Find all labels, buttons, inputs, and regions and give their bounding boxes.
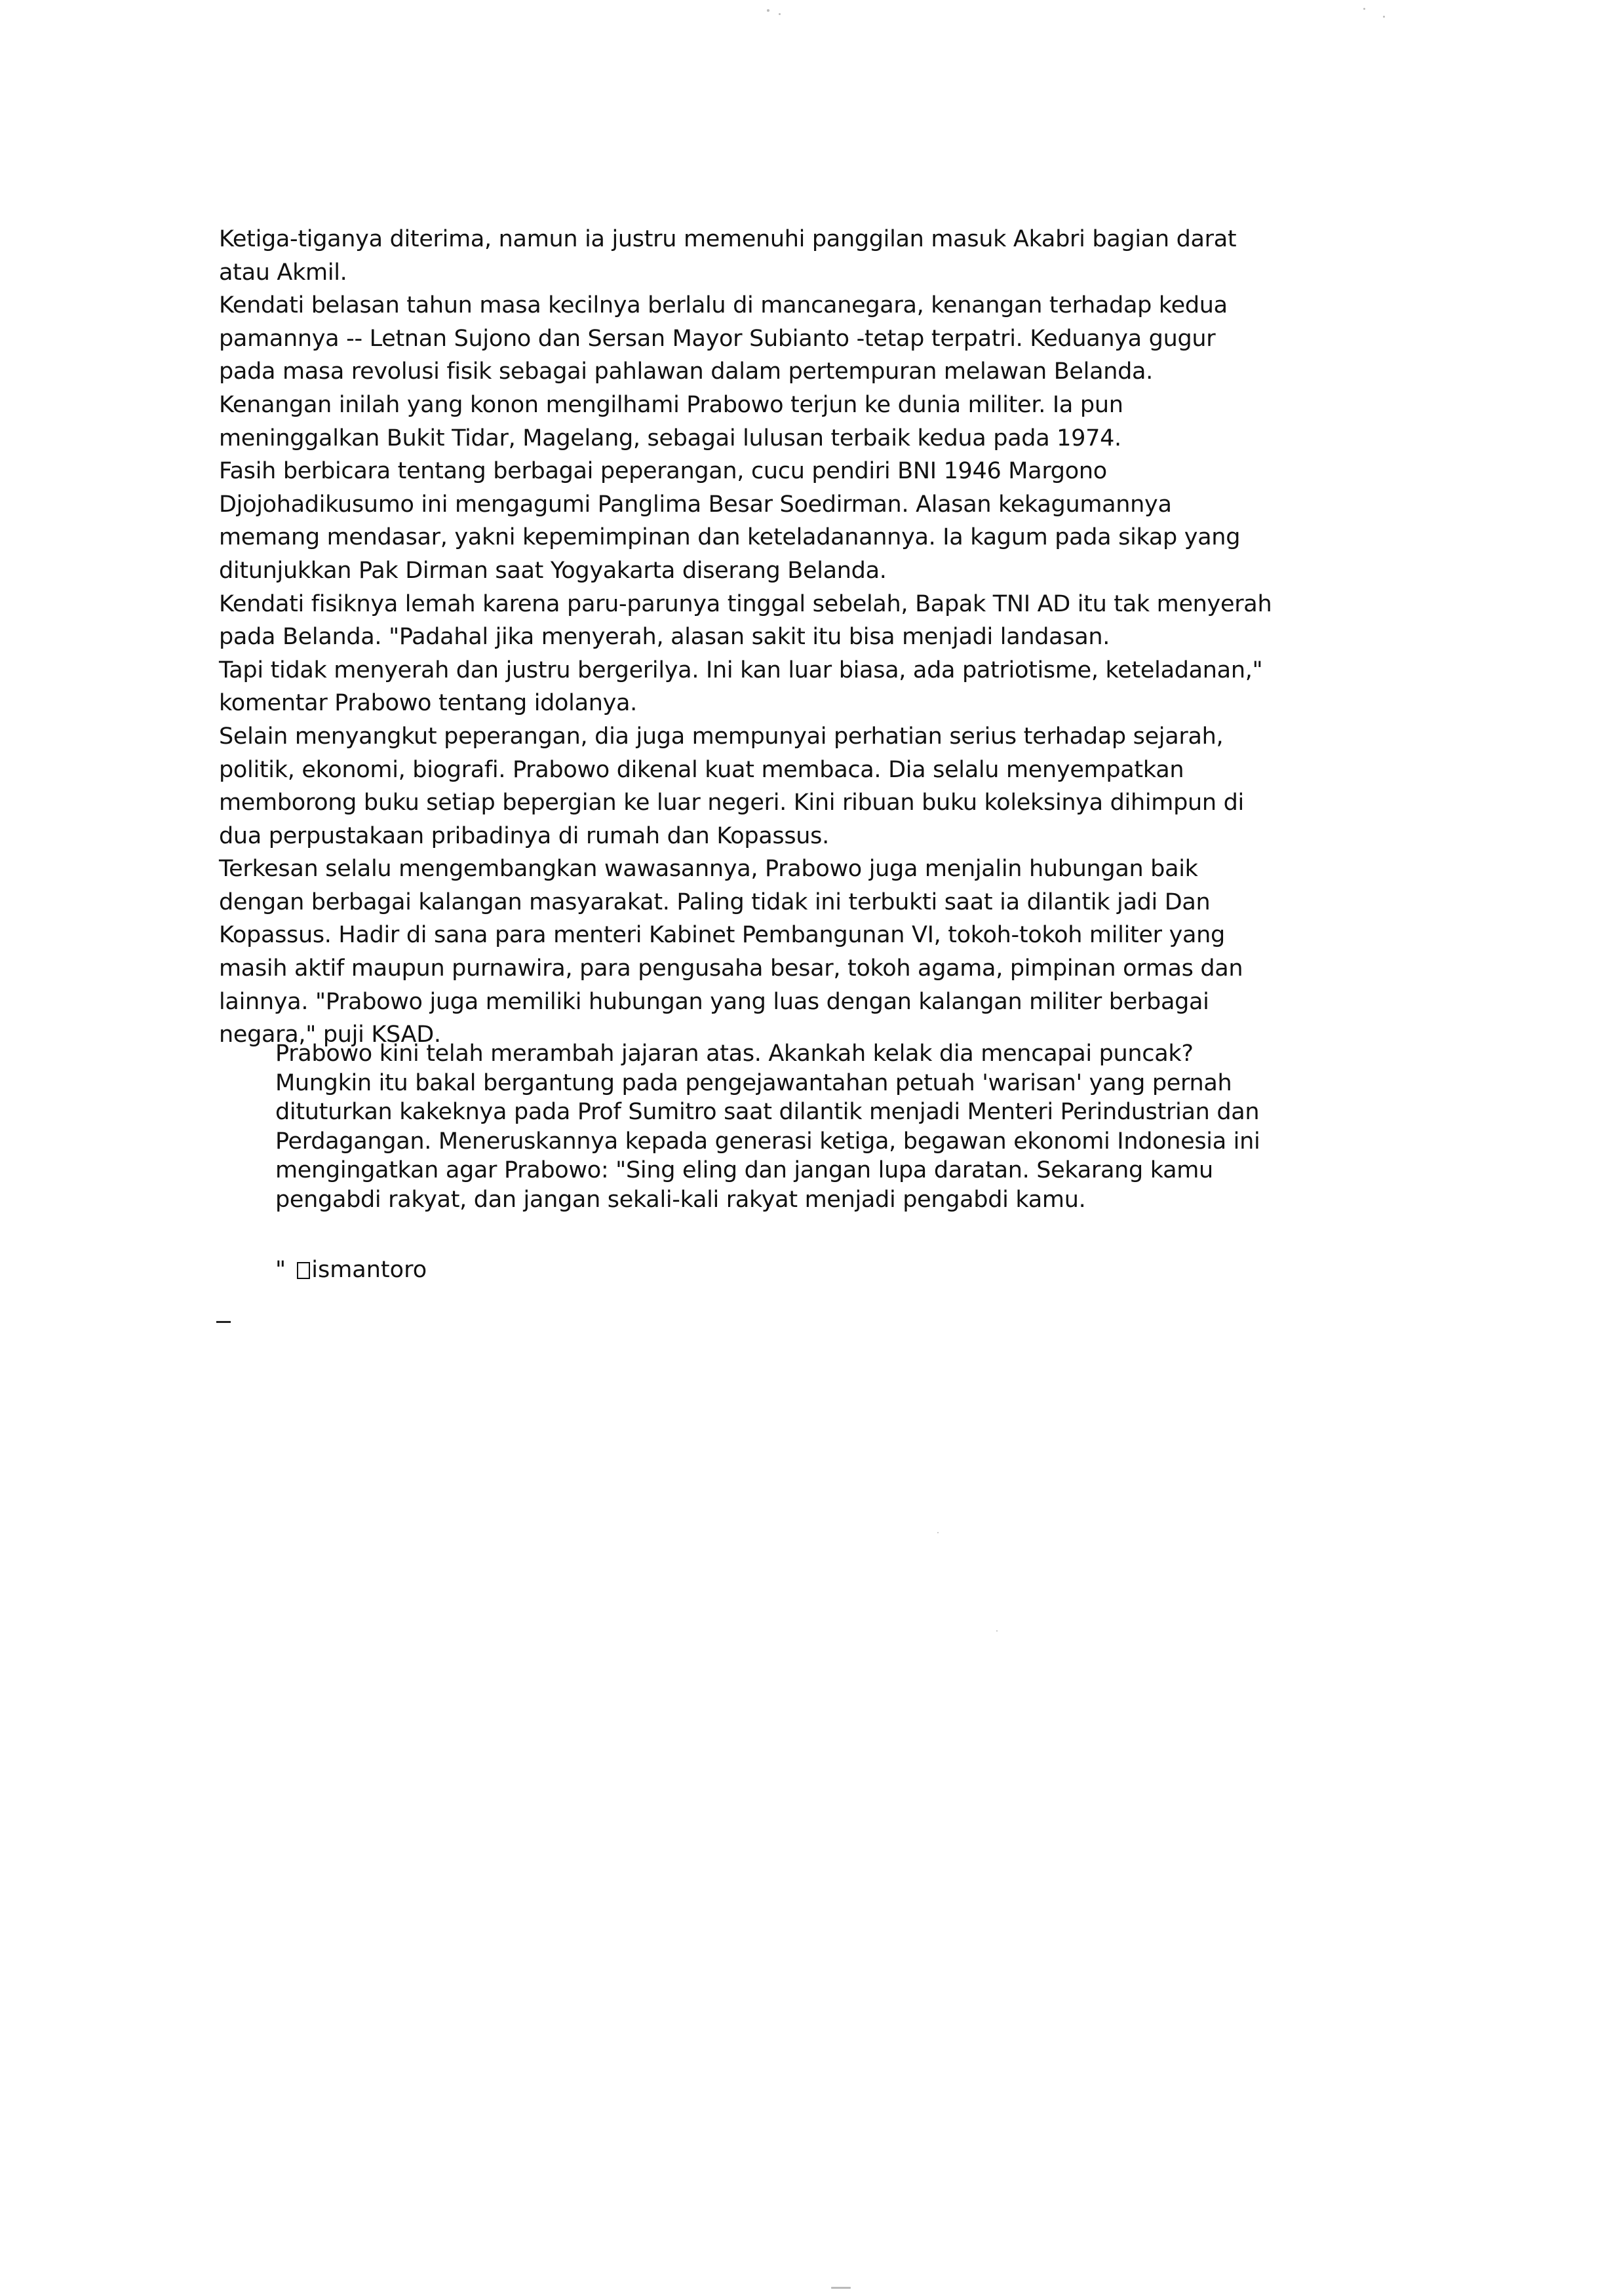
text-line: memang mendasar, yakni kepemimpinan dan keteladanannya. Ia kagum pada sikap yang xyxy=(219,524,1241,551)
text-line: Tapi tidak menyerah dan justru bergerilya. Ini kan luar biasa, ada patriotisme, keteladanan," xyxy=(219,657,1263,683)
scan-speck xyxy=(1363,8,1365,10)
scan-speck xyxy=(831,2287,851,2289)
text-line: Fasih berbicara tentang berbagai peperangan, cucu pendiri BNI 1946 Margono xyxy=(219,458,1107,485)
text-line: lainnya. "Prabowo juga memiliki hubungan yang luas dengan kalangan militer berbagai xyxy=(219,988,1209,1015)
text-line: dengan berbagai kalangan masyarakat. Paling tidak ini terbukti saat ia dilantik jadi Dan xyxy=(219,889,1211,915)
text-line: Kenangan inilah yang konon mengilhami Prabowo terjun ke dunia militer. Ia pun xyxy=(219,391,1123,418)
signature-quote-mark: " xyxy=(275,1257,286,1283)
text-line: politik, ekonomi, biografi. Prabowo dikenal kuat membaca. Dia selalu menyempatkan xyxy=(219,756,1184,783)
text-line: Kendati fisiknya lemah karena paru-parunya tinggal sebelah, Bapak TNI AD itu tak menyerah xyxy=(219,590,1272,617)
scan-speck xyxy=(1383,16,1385,18)
indented-text-line: Perdagangan. Meneruskannya kepada generasi ketiga, begawan ekonomi Indonesia ini xyxy=(275,1128,1260,1155)
text-line: Kendati belasan tahun masa kecilnya berlalu di mancanegara, kenangan terhadap kedua xyxy=(219,292,1228,319)
signature-name: ismantoro xyxy=(311,1257,427,1283)
indented-text-line: mengingatkan agar Prabowo: "Sing eling dan jangan lupa daratan. Sekarang kamu xyxy=(275,1157,1213,1183)
text-line: pamannya -- Letnan Sujono dan Sersan Mayor Subianto -tetap terpatri. Keduanya gugur xyxy=(219,325,1216,352)
text-line: atau Akmil. xyxy=(219,259,347,286)
text-line: negara," puji KSAD. xyxy=(219,1022,441,1048)
text-line: memborong buku setiap bepergian ke luar negeri. Kini ribuan buku koleksinya dihimpun di xyxy=(219,790,1244,816)
text-line: Kopassus. Hadir di sana para menteri Kabinet Pembangunan VI, tokoh-tokoh militer yang xyxy=(219,922,1225,949)
scan-speck xyxy=(767,9,769,12)
scan-speck xyxy=(779,13,781,15)
text-line: ditunjukkan Pak Dirman saat Yogyakarta diserang Belanda. xyxy=(219,557,887,584)
text-line: Selain menyangkut peperangan, dia juga mempunyai perhatian serius terhadap sejarah, xyxy=(219,723,1224,750)
indented-paragraph xyxy=(275,1039,1429,1214)
text-line: meninggalkan Bukit Tidar, Magelang, sebagai lulusan terbaik kedua pada 1974. xyxy=(219,425,1121,451)
scan-speck xyxy=(996,1630,998,1632)
text-line: Terkesan selalu mengembangkan wawasannya, Prabowo juga menjalin hubungan baik xyxy=(219,856,1198,883)
text-line: Ketiga-tiganya diterima, namun ia justru memenuhi panggilan masuk Akabri bagian darat xyxy=(219,226,1237,252)
indented-text-line: Mungkin itu bakal bergantung pada pengejawantahan petuah 'warisan' yang pernah xyxy=(275,1069,1232,1096)
text-line: masih aktif maupun purnawira, para pengusaha besar, tokoh agama, pimpinan ormas dan xyxy=(219,955,1243,982)
dash-mark xyxy=(216,1321,231,1323)
text-line: pada masa revolusi fisik sebagai pahlawan dalam pertempuran melawan Belanda. xyxy=(219,358,1153,385)
indented-text-line: dituturkan kakeknya pada Prof Sumitro saat dilantik menjadi Menteri Perindustrian dan xyxy=(275,1099,1260,1125)
indented-text-line: Prabowo kini telah merambah jajaran atas. Akankah kelak dia mencapai puncak? xyxy=(275,1041,1194,1067)
author-signature xyxy=(275,1255,427,1284)
text-line: pada Belanda. "Padahal jika menyerah, alasan sakit itu bisa menjadi landasan. xyxy=(219,624,1110,651)
text-line: Djojohadikusumo ini mengagumi Panglima Besar Soedirman. Alasan kekagumannya xyxy=(219,491,1172,518)
text-line: dua perpustakaan pribadinya di rumah dan Kopassus. xyxy=(219,822,829,849)
missing-glyph-box xyxy=(297,1262,310,1279)
scan-speck xyxy=(937,1532,939,1533)
indented-text-line: pengabdi rakyat, dan jangan sekali-kali rakyat menjadi pengabdi kamu. xyxy=(275,1186,1086,1213)
article-body xyxy=(219,223,1418,1052)
text-line: komentar Prabowo tentang idolanya. xyxy=(219,690,637,717)
